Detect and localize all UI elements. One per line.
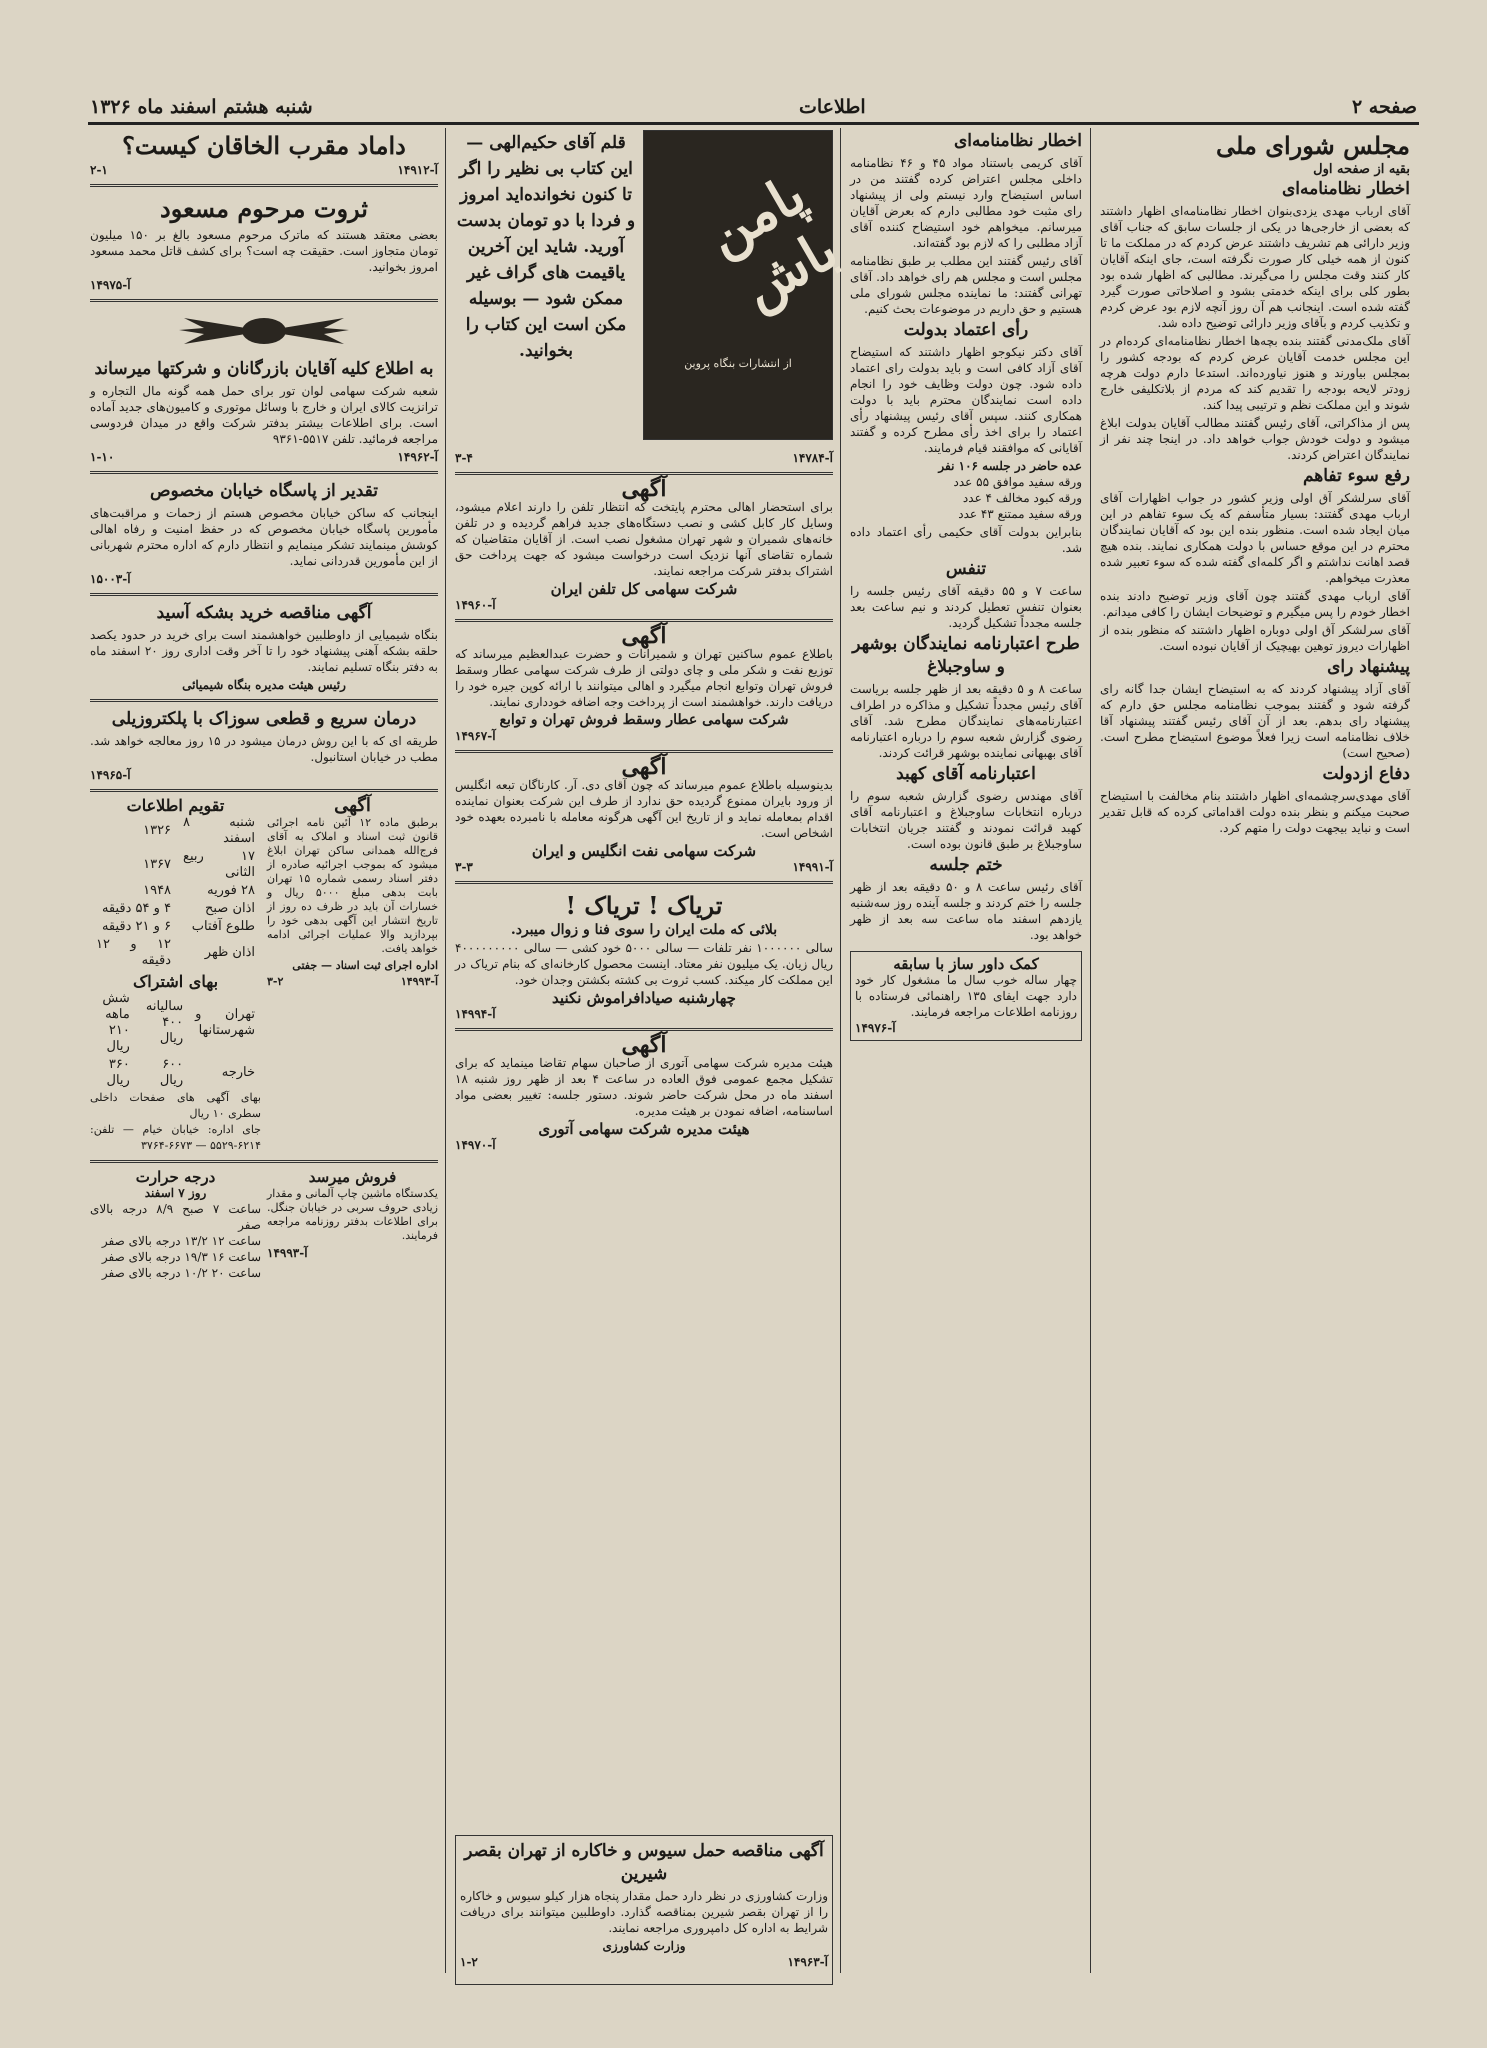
- calendar-value: ۴ و ۵۴ دقیقه: [101, 901, 172, 916]
- book-ad: [455, 130, 848, 450]
- wings-icon: [174, 308, 354, 354]
- info-box: [90, 798, 261, 1154]
- legal-notice: [267, 795, 438, 1154]
- ad-code: آ-۱۴۹۶۳: [787, 1955, 828, 1969]
- ad-signature: رئیس هیئت مدیره بنگاه شیمیائی: [182, 678, 346, 692]
- temp-value: ۱۹/۳ درجه بالای صفر: [101, 1250, 208, 1264]
- paragraph: بنگاه شیمیایی از داوطلبین خواهشمند است برای خرید در حدود یکصد حلقه بشکه آهنی پیشنهاد خود را تا آخر وقت اداری روز ۲۰ اسفند ماه به دفتر بنگاه تسلیم نمایند.: [90, 628, 438, 674]
- calendar-label: ۲۸ فوریه: [207, 883, 255, 898]
- divider: [90, 184, 438, 187]
- paragraph: طریقه ای که با این روش درمان میشود در ۱۵ روز معالجه خواهد شد. مطب در خیابان استانبول.: [90, 734, 438, 764]
- headline: ثروت مرحوم مسعود: [160, 194, 368, 223]
- ad-title: آگهی: [334, 795, 371, 816]
- lower-split: [90, 795, 438, 1154]
- header-rule: [88, 122, 1419, 125]
- temp-time: ساعت ۱۲: [211, 1234, 261, 1248]
- column-divider: [840, 128, 841, 1973]
- column-divider: [1090, 128, 1091, 1973]
- ad-code: ۱-۱۰: [90, 450, 115, 464]
- subheading: ختم جلسه: [929, 855, 1003, 875]
- section-title: مجلس شورای ملی: [1216, 131, 1410, 160]
- subheading: پیشنهاد رای: [1327, 657, 1410, 677]
- paragraph: ساعت ۷ و ۵۵ دقیقه آقای رئیس جلسه را بعنوان تنفس تعطیل کردند و نیم ساعت بعد جلسه مجدداً تشکیل گردید.: [850, 584, 1083, 630]
- paragraph: آقای سرلشکر آق اولی دوباره اظهار داشتند که منظور بنده از اظهارات دیروز توهین بهیچیک از آقایان نبوده است.: [1100, 623, 1410, 653]
- ad-signature: اداره اجرای ثبت اسناد — جفتی: [292, 959, 438, 972]
- ad-code: ۱-۲: [460, 1955, 478, 1969]
- book-description: قلم آقای حکیم‌الهی — این کتاب بی نظیر را اگر تا کنون نخوانده‌اید امروز و فردا با دو تومان بدست آورید. شاید این آخرین یاقیمت های گراف غیر ممکن شود — بوسیله مکن است این کتاب را بخوانید.: [456, 133, 636, 361]
- calendar-value: ۱۳۲۶: [143, 823, 172, 838]
- vote-count-title: عده حاضر در جلسه ۱۰۶ نفر: [938, 459, 1082, 473]
- office-address: جای اداره: خیابان خیام — تلفن: ۶۲۱۴-۵۵۲۹ — ۶۶۷۳-۳۷۶۴: [90, 1123, 261, 1152]
- calendar-title: تقویم اطلاعات: [126, 796, 225, 815]
- ad-title: آگهی مناقصه حمل سیوس و خاکاره از تهران بقصر شیرین: [464, 1841, 824, 1884]
- paragraph: آقای آزاد پیشنهاد کردند که به استیضاح ایشان جدا گانه رای گرفته شود و گفتند بموجب نظامنامه مجلس حق دارم که پیشنهاد رای بدهم. بعد از آن آقای رئیس گفتند پیشنهاد آقا خلاف نظامنامه است زیرا فعلاً موضوع استیضاح مطرح است. (صحیح است): [1100, 682, 1410, 760]
- parliament-column: [1100, 130, 1410, 1980]
- calendar-row: [90, 848, 261, 882]
- ad-code: آ-۱۴۹۹۳: [267, 1246, 308, 1260]
- calendar-value: ۱۲ و ۱۲ دقیقه: [96, 937, 172, 968]
- book-cover: [643, 130, 848, 440]
- ad-code: ۲-۱: [90, 163, 108, 177]
- ad-code-row: [455, 859, 833, 875]
- divider: [90, 471, 438, 474]
- book-publisher: از انتشارات بنگاه پروین: [684, 357, 792, 370]
- ad-code-row: [90, 162, 438, 178]
- paragraph: آقای رئیس ساعت ۸ و ۵۰ دقیقه بعد از ظهر جلسه را ختم کردند و جلسه آینده روز سه‌شنبه یازدهم اسفند ماه ساعت سه بعد از ظهر خواهد بود.: [850, 880, 1082, 942]
- ad-code: ۳-۲: [267, 975, 284, 988]
- subscription-half: ۳۶۰ ریال: [106, 1057, 130, 1088]
- ad-title: آگهی: [621, 623, 667, 649]
- ad-code: آ-۱۴۹۷۵: [90, 278, 131, 292]
- calendar-row: [90, 814, 261, 848]
- page-header: [90, 92, 1417, 122]
- ads-column: [455, 130, 848, 1990]
- ad-text: بدینوسیله باطلاع عموم میرساند که چون آقای دی. آر. کارناگان تبعه انگلیس از ورود بایران ممنوع گردیده حق ندارد از طرف این شرکت بعنوان نماینده اقدام بمعامله نماید و از تاریخ این آگهی هرگونه معامله با نامبرده بعهده خود اشخاص است.: [455, 778, 833, 840]
- ad-code-row: [267, 974, 438, 990]
- sale-ad: [267, 1169, 438, 1281]
- subscription-yearly: ساليانه ۴۰۰ ریال: [145, 999, 184, 1046]
- page-number: صفحه ۲: [1351, 96, 1417, 118]
- ad-code: آ-۱۴۹۹۴: [455, 1007, 496, 1021]
- divider: [455, 881, 833, 884]
- temp-time: ساعت ۲۰: [211, 1266, 261, 1280]
- ad-code: آ-۱۴۹۱۲: [397, 163, 438, 177]
- paragraph: آقای مهندس رضوی گزارش شعبه سوم را درباره انتخابات ساوجبلاغ و اعتبارنامه آقای کهبد قرائت نمودند و گفتند جریان انتخابات ساوجبلاغ بر طبق قانون بوده است.: [850, 789, 1082, 851]
- masthead: اطلاعات: [798, 96, 866, 118]
- temp-value: ۸/۹ درجه بالای صفر: [90, 1202, 261, 1232]
- issue-date: شنبه هشتم اسفند ماه ۱۳۲۶: [90, 96, 313, 118]
- ad-text: یکدستگاه ماشین چاپ آلمانی و مقدار زیادی حروف سربی در خیابان جنگل. برای اطلاعات بدفتر روزنامه مراجعه فرمایند.: [267, 1187, 438, 1242]
- ad-title: آگهی: [621, 754, 667, 780]
- subscription-row: [90, 1056, 261, 1090]
- calendar-label: طلوع آفتاب: [191, 919, 255, 934]
- subscription-label: خارجه: [221, 1065, 255, 1080]
- subheading: تنفس: [945, 559, 987, 579]
- paragraph: پس از مذاکراتی، آقای رئیس گفتند مطالب آقایان بدولت ابلاغ میشود و دولت خودش جواب خواهد داد. در اینجا چند نفر از نمایندگان اعتراض کردند.: [1100, 416, 1410, 462]
- subheading: رفع سوء تفاهم: [1302, 466, 1410, 486]
- temperature-subtitle: روز ۷ اسفند: [144, 1186, 207, 1200]
- paragraph: آقای سرلشکر آق اولی وزیر کشور در جواب اظهارات آقای ارباب مهدی گفتند: بسیار متأسفم که یک سوء تفاهم در این میان ایجاد شده است. منظور بنده این بود که آقایان نمایندگان محترم در این موقع حساس با دولت همکاری نمایند. بنده هیچ قصد اهانت نداشتم و اگر کلمه‌ای گفته شده که سوء تعبیر شده معذرت میخواهم.: [1100, 491, 1410, 585]
- ad-code: آ-۱۵۰۰۳: [90, 572, 131, 586]
- temperature-title: درجه حرارت: [135, 1168, 216, 1186]
- paragraph: آقای ارباب مهدی گفتند چون آقای وزیر توضیح دادند بنده اخطار خودم را پس میگیرم و توضیحات ایشان را کافی میدانم.: [1100, 589, 1410, 619]
- ad-text: برای استحضار اهالی محترم پایتخت که انتظار تلفن را دارند اعلام میشود، وسایل کار کابل کشی و نصب دستگاه‌های جدید فراهم گردیده و در تلفن خانه‌های شمیران و شهر تهران مشغول نصب است. از آقایان متقاضیان که شماره تقاضای آنها نزدیک است درخواست میشود که جهت پرداخت حق اشتراک بدفتر شرکت مراجعه نمایند.: [455, 500, 833, 578]
- ad-code: آ-۱۴۹۷۰: [455, 1138, 496, 1152]
- ad-signature: چهارشنبه صیادافراموش نکنید: [552, 989, 736, 1007]
- headline: تقدیر از پاسگاه خیابان مخصوص: [150, 481, 378, 501]
- ad-text: سالی ۱۰۰۰۰۰۰ نفر تلفات — سالی ۵۰۰۰ خود کشی — سالی ۴۰۰۰۰۰۰۰۰۰ ریال زیان. یک میلیون نفر معتاد. اینست محصول کارخانه‌ای که بنام تریاک در این مملکت کار میکند. کسب ثروت بی کشته بکشتن وجدان خود.: [455, 941, 833, 987]
- notice-title: به اطلاع کلیه آقایان بازرگانان و شرکتها میرساند: [94, 359, 434, 379]
- vote-row: ورقه کبود مخالف ۴ عدد: [962, 491, 1082, 505]
- calendar-value: ۱۹۴۸: [143, 883, 172, 898]
- calendar-row: [90, 936, 261, 970]
- ad-title: آگهی: [621, 1032, 667, 1058]
- tender-ad: [455, 1835, 833, 1985]
- calendar-row: [90, 918, 261, 936]
- subheading: رأی اعتماد بدولت: [903, 320, 1029, 340]
- calendar-table: [90, 814, 261, 970]
- notice-text: شعبه شرکت سهامی لوان تور برای حمل همه گونه مال التجاره و ترانزیت کالای ایران و خارج با وسائل موتوری و کامیون‌های جدید آماده است. برای اطلاعات بیشتر بدفتر شرکت واقع در میدان فردوسی مراجعه فرمائید. تلفن ۵۵۱۷-۹۳۶۱: [90, 384, 438, 446]
- temperature-row: [90, 1233, 261, 1249]
- ad-code-row: [460, 1954, 828, 1970]
- ad-code: ۳-۳: [455, 860, 473, 874]
- ad-code: آ-۱۴۹۶۵: [90, 768, 131, 782]
- paragraph: ساعت ۸ و ۵ دقیقه بعد از ظهر جلسه بریاست آقای رئیس مجدداً تشکیل و مذاکره در اطراف اعتبارنامه‌های نمایندگان مطرح شد. آقای رضوی گزارش شعبه سوم را درباره اعتبارنامه آقای بهبهانی نماینده بوشهر قرائت کردند.: [850, 682, 1082, 760]
- classified-ad: [850, 951, 1082, 1041]
- paragraph: بعضی معتقد هستند که ماترک مرحوم مسعود بالغ بر ۱۵۰ میلیون تومان متجاوز است. حقیقت چه است؟ برای کشف قاتل محمد مسعود امروز بخوانید.: [90, 228, 439, 274]
- ad-text: هیئت مدیره شرکت سهامی آتوری از صاحبان سهام تقاضا مینماید که برای تشکیل مجمع عمومی فوق العاده در ساعت ۴ بعد از ظهر روز شنبه ۱۸ اسفند ماه در محل شرکت حاضر شوند. دستور جلسه: تغییر بعضی مواد اساسنامه، اضافه نمودن بر هیئت مدیره.: [455, 1056, 833, 1118]
- divider: [90, 789, 438, 792]
- paragraph: آقای مهدی‌سرچشمه‌ای اظهار داشتند بنام مخالفت با استیضاح صحبت میکنم و بنظر بنده دولت اقداماتی کرده که قابل تقدیر است و نباید بیجهت دولت را متهم کرد.: [1100, 789, 1410, 835]
- temperature-box: [90, 1169, 261, 1281]
- temp-value: ۱۰/۲ درجه بالای صفر: [101, 1266, 208, 1280]
- temperature-row: [90, 1249, 261, 1265]
- ad-text: وزارت کشاورزی در نظر دارد حمل مقدار پنجاه هزار کیلو سیوس و خاکاره را از تهران بقصر شیرین بمناقصه گذارد. داوطلبین میتوانند برای دریافت شرایط به اداره کل دامپروری مراجعه نمایند.: [460, 1889, 828, 1935]
- ad-code: آ-۱۴۹۷۶: [855, 1021, 896, 1035]
- calendar-label: ۱۷ ربیع الثانی: [183, 849, 255, 880]
- ad-code: آ-۱۴۷۸۴: [792, 451, 833, 465]
- subscription-table: [90, 990, 261, 1090]
- divider: [455, 619, 833, 622]
- paragraph: آقای دکتر نیکوجو اظهار داشتند که استیضاح آقای آزاد کافی است و باید بدولت رای اعتماد داده شود. چون دولت وظایف خود را انجام داده است نمایندگان محترم باید با دولت همکاری کنند. سپس آقای رئیس پیشنهاد رأی اعتماد را برای اخذ رأی مطرح کرده و گفتند آقایانی که موافقند قیام فرمایند.: [850, 345, 1082, 455]
- ad-code: آ-۱۴۹۶۰: [455, 598, 496, 612]
- subscription-row: [90, 990, 261, 1056]
- temp-value: ۱۳/۲ درجه بالای صفر: [101, 1234, 208, 1248]
- divider: [455, 472, 833, 475]
- ad-text: برطبق ماده ۱۲ آئین نامه اجرائی قانون ثبت اسناد و املاک به آقای فرج‌الله همدانی ساکن تهران ابلاغ میشود که بموجب اجرائیه صادره از دفتر اسناد رسمی شماره ۱۵ تهران بابت بدهی مبلغ ۵۰۰۰ ریال و خسارات آن باید در ظرف ده روز از تاریخ انتشار این آگهی بدهی خود را بپردازید والا عملیات اجرائی ادامه خواهد یافت.: [267, 816, 438, 955]
- ad-code: ۳-۴: [455, 451, 473, 465]
- ad-code: آ-۱۴۹۹۱: [792, 860, 833, 874]
- paragraph: آقای ارباب مهدی یزدی‌بنوان اخطار نظامنامه‌ای اظهار داشتند که بعضی از خارجی‌ها در یکی از جلسات سابق که جناب آقای وزیر دارائی هم تشریف داشتند عرض کردم که در مملکت ما تا کنون از همه خیلی کار صورت نگرفته است، جای اینکه آقایان کار کنند وقت مجلس را می‌گیرند. مطالبی که اظهار شده بود بطور کلی برای اینکه خدمتی بشود و اصلاحاتی صورت گیرد گفته شده است. اینجانب هم آن روز آنچه لازم بود عرض کردم و تکذیب کردم و بآقای وزیر دارائی توضیح داده شد.: [1100, 204, 1410, 330]
- subheading: طرح اعتبارنامه نمایندگان بوشهر و ساوجبلاغ: [852, 634, 1080, 677]
- ad-text: باطلاع عموم ساکنین تهران و شمیرانات و حضرت عبدالعظیم میرساند که توزیع نفت و شکر ملی و چای دولتی از طرف شرکت سهامی عطار وسقط فروش تهران وتوابع انجام میگیرد و اهالی میتوانند با ارائه کوپن جیره خود را دریافت دارند. خواهشمند است از پرداخت وجه اضافه خودداری نمایند.: [455, 647, 833, 709]
- ad-price-note: بهای آگهی های صفحات داخلی سطری ۱۰ ریال: [90, 1091, 261, 1120]
- ad-text: چهار ساله خوب سال ما مشغول کار خود دارد جهت ایفای ۱۳۵ راهنمائی فرستاده با روزنامه اطلاعات مراجعه فرمایند.: [855, 973, 1077, 1019]
- calendar-label: اذان صبح: [204, 901, 255, 916]
- vote-row: ورقه سفید موافق ۵۵ عدد: [953, 475, 1082, 489]
- paragraph: آقای رئیس گفتند این مطلب بر طبق نظامنامه مجلس است و مجلس هم رای خواهد داد. آقای تهرانی گفتند: ما نماینده مجلس شورای ملی هستیم و حق داریم در موضوعات بحث کنیم.: [850, 254, 1082, 316]
- book-title: پامن باش: [696, 161, 848, 322]
- subscription-label: تهران و شهرستانها: [195, 1007, 255, 1038]
- subheading: اخطار نظامنامه‌ای: [1281, 179, 1410, 199]
- ad-signature: شرکت سهامی عطار وسقط فروش تهران و توابع: [499, 712, 789, 728]
- headline: داماد مقرب الخاقان کیست؟: [122, 131, 406, 160]
- calendar-value: ۱۳۶۷: [143, 857, 172, 872]
- divider: [455, 750, 833, 753]
- subheading: اعتبارنامه آقای کهبد: [896, 764, 1036, 784]
- headline: درمان سریع و قطعی سوزاک با پلکتروزیلی: [111, 709, 417, 729]
- ad-signature: هیئت مدیره شرکت سهامی آتوری: [538, 1120, 750, 1138]
- temperature-row: [90, 1201, 261, 1233]
- calendar-row: [90, 900, 261, 918]
- calendar-label: شنبه ۸ اسفند: [183, 815, 255, 846]
- ad-signature: شرکت سهامی کل تلفن ایران: [550, 580, 738, 598]
- winged-logo: [90, 308, 438, 358]
- subscription-half: شش ماهه ۲۱۰ ریال: [102, 991, 130, 1054]
- temp-time: ساعت ۷ صبح: [182, 1202, 261, 1216]
- paragraph: آقای کریمی باستناد مواد ۴۵ و ۴۶ نظامنامه داخلی مجلس اعتراض کرده گفتند من در اساس استیضاح وارد نیستم ولی از پیشنهاد رای مثبت خود مطالبی دارم که بعرض آقایان میرسانم. میخواهم خود استیضاح کننده آقای آزاد مطلبی را که لازم بود گفته‌اند.: [850, 156, 1082, 250]
- temp-time: ساعت ۱۶: [211, 1250, 261, 1264]
- column-divider: [445, 128, 446, 1973]
- subscription-yearly: ۶۰۰ ریال: [159, 1057, 184, 1088]
- ad-code-row: [90, 449, 438, 465]
- divider: [90, 1160, 438, 1163]
- subheading: اخطار نظامنامه‌ای: [953, 131, 1082, 151]
- ad-title: آگهی: [621, 476, 667, 502]
- ad-code-row: [455, 450, 833, 466]
- ad-subtitle: بلائی که ملت ایران را سوی فنا و زوال میبرد.: [510, 922, 778, 938]
- paragraph: اینجانب که ساکن خیابان مخصوص هستم از زحمات و مراقبت‌های مأمورین پاسگاه خیابان مخصوص که در حفظ امنیت و رفاه اهالی کوشش مینمایند تشکر مینمایم و انتظار دارم که اداره محترم شهربانی از این مأمورین قدردانی نماید.: [90, 506, 438, 568]
- headline: آگهی مناقصه خرید بشکه آسید: [156, 603, 372, 623]
- temperature-row: [90, 1265, 261, 1281]
- bottom-split: [90, 1169, 438, 1281]
- paragraph: بنابراین بدولت آقای حکیمی رأی اعتماد داده شد.: [850, 525, 1082, 555]
- divider: [90, 593, 438, 596]
- ad-title: کمک داور ساز با سابقه: [893, 955, 1039, 973]
- ad-title: فروش میرسد: [308, 1168, 397, 1186]
- ad-code: آ-۱۴۹۶۷: [455, 729, 496, 743]
- paragraph: آقای ملک‌مدنی گفتند بنده بچه‌ها اخطار نظامنامه‌ای کرده‌ام در این مجلس خدمت آقایان عرض کردم که بودجه کشور را بمجلس بیاورند و هنوز نیاورده‌اند. استدعا دارم دولت هرچه زودتر لایحه بودجه را تقدیم کند که مردم از بلاتکلیفی خارج شوند و این مملکت نظم و ترتیبی پیدا کند.: [1100, 334, 1410, 412]
- ad-code: آ-۱۴۹۹۳: [400, 975, 438, 988]
- divider: [90, 299, 438, 302]
- left-column: [90, 130, 438, 1990]
- ad-title: تریاک ! تریاک !: [565, 891, 723, 920]
- divider: [90, 699, 438, 702]
- ad-signature: وزارت کشاورزی: [602, 1939, 686, 1953]
- subheading: دفاع ازدولت: [1322, 764, 1410, 784]
- subscription-title: بهای اشتراک: [132, 972, 219, 991]
- calendar-label: اذان ظهر: [204, 945, 255, 960]
- section-subtitle: بقیه از صفحه اول: [1313, 162, 1410, 177]
- parliament-column-continued: [850, 130, 1082, 1990]
- divider: [455, 1028, 833, 1031]
- ad-code: آ-۱۴۹۶۲: [397, 450, 438, 464]
- vote-row: ورقه سفید ممتنع ۴۳ عدد: [958, 507, 1082, 521]
- ad-signature: شرکت سهامی نفت انگلیس و ایران: [531, 842, 757, 860]
- calendar-row: [90, 882, 261, 900]
- calendar-value: ۶ و ۲۱ دقیقه: [101, 919, 172, 934]
